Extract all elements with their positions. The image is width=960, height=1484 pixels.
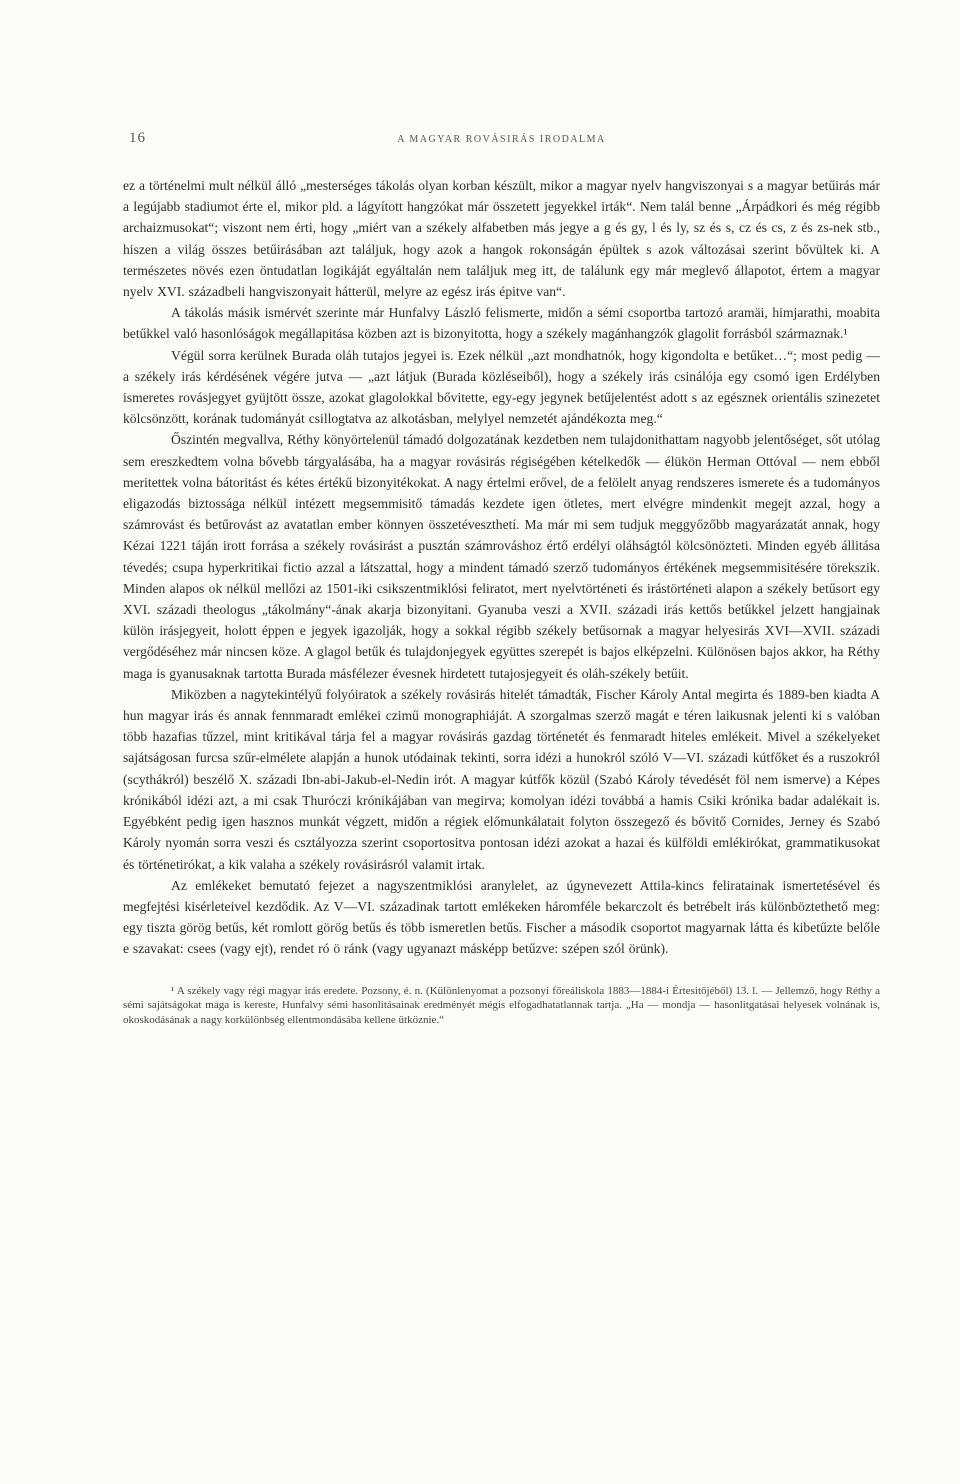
paragraph: Az emlékeket bemutató fejezet a nagyszentmiklósi aranylelet, az úgynevezett Attila-kincs feliratainak ismertetésével és megfejtési kisérleteivel kezdődik. Az V—VI. századinak tartott emlékeken háromféle bekarczolt és betrébelt irás különböztethető meg: egy tiszta görög betűs, két romlott görög betűs és több ismeretlen betűs. Fischer a második csoportot magyarnak látta és kibetűzte belőle e szavakat: csees (vagy ejt), rendet ró ö ránk (vagy ugyanazt másképp betűzve: szépen szól örünk). [123,877,880,957]
paragraph: Őszintén megvallva, Réthy könyörtelenül támadó dolgozatának kezdetben nem tulajdonithattam nagyobb jelentőséget, sőt utólag sem ereszkedtem volna bővebb tárgyalásába, ha a magyar rovásirás régiségében kételkedők — élükön Herman Ottóval — nem ebből meritettek volna bátoritást és kétes értékű bizonyitékokat. A nagy értelmi erővel, de a felölelt anyag rendszeres ismerete és a tudományos eligazodás biztossága nélkül intézett megsemmisitő támadás kezdete igen ötletes, mert elvégre mindenkit megejt azzal, hogy a számrovást és betűrovást az avatatlan ember könnyen összetéveszthetí. Ma már mi sem tudjuk meggyőzőbb magyarázatát annak, hogy Kézai 1221 táján irott forrása a székely rovásirást a pusztán számrováshoz értő erdélyi oláhságtól kölcsönözteti. Minden egyéb állitása tévedés; csupa hyperkritikai fictio azzal a látszattal, hogy a mindent támadó szerző tudományos értékének megsemmisitésére törekszik. Minden alapos ok nélkül mellőzi az 1501-iki csikszentmiklósi feliratot, mert nyelvtörténeti és irástörténeti alapon a székely betűsort egy XVI. századi theologus „tákolmány“-ának akarja bizonyitani. Gyanuba veszi a XVII. századi irás kettős betűkkel jelzett hangjainak külön irásjegyeit, holott éppen e jegyek igazolják, hogy a sokkal régibb székely betűsornak a magyar helyesirás XVI—XVII. századi vergődéséhez már nincsen köze. A glagol betűk és tulajdonjegyek együttes szerepét is bajos elképzelni. Különösen bajos akkor, ha Réthy maga is gyanusaknak tartotta Burada másfélezer évesnek hirdetett tutajosjegyeit és oláh-székely betűit. [123,432,880,681]
footnote: ¹ A székely vagy régi magyar irás eredete. Pozsony, é. n. (Különlenyomat a pozsonyi főreáliskola 1883—1884-i Értesitőjéből) 13. l. — Jellemző, hogy Réthy a sémi sajátságokat maga is kereste, Hunfalvy sémi hasonlitásainak eredményét mégis elfogadhatatlannak tartja. „Ha — mondja — hasonlitgatásai helyesek volnának is, okoskodásának a nagy korkülönbség ellentmondásába kellene ütköznie.“ [123,984,880,1026]
body-text [123,175,880,960]
paragraph: Végül sorra kerülnek Burada oláh tutajos jegyei is. Ezek nélkül „azt mondhatnók, hogy kigondolta e betűket…“; most pedig — a székely irás kérdésének végére jutva — „azt látjuk (Burada közléseiből), hogy a székely irás csinálója egy csomó igen Erdélyben ismeretes rovásjegyet gyüjtött össze, azokat glagolokkal bővitette, egy-egy jegynek betűjelentést adott s az egésznek orientális szinezetet kölcsönzött, korának tudományát csillogtatva az alkotásban, melylyel nemzetét ajándékozta meg.“ [123,347,880,427]
footnotes [123,984,880,1028]
running-head: A MAGYAR ROVÁSIRÁS IRODALMA [397,134,606,145]
paragraph: A tákolás másik ismérvét szerinte már Hunfalvy László felismerte, midőn a sémi csoportba tartozó aramäi, himjarathi, moabita betűkkel való hasonlóságok megállapitása közben azt is bizonyitotta, hogy a székely magánhangzók glagolit forrásból származnak.¹ [123,305,880,342]
page-number: 16 [129,130,146,146]
paragraph: ez a történelmi mult nélkül álló „mesterséges tákolás olyan korban készült, mikor a magyar nyelv hangviszonyai s a magyar betűirás már a legújabb stadiumot érte el, mikor pld. a lágyított hangzókat már összetett jegyekkel irták“. Nem talál benne „Árpádkori és még régibb archaizmusokat“; viszont nem érti, hogy „miért van a székely alfabetben más jegye a g és gy, l és ly, sz és s, cz és cs, z és zs-nek stb., hiszen a világ összes betűirásában azt találjuk, hogy azok a hangok rokonságán épültek s azok változásai szerint bővültek ki. A természetes növés ezen öntudatlan logikáját egyáltalán nem találjuk meg itt, de találunk egy már meglevő állapotot, értem a magyar nyelv XVI. századbeli hangviszonyait hátterül, melyre az egész irás épitve van“. [123,178,880,300]
book-page [123,125,880,1027]
paragraph: Miközben a nagytekintélyű folyóiratok a székely rovásirás hitelét támadták, Fischer Károly Antal megirta és 1889-ben kiadta A hun magyar irás és annak fennmaradt emlékei czimű monographiáját. A szorgalmas szerző magát e téren laikusnak jelenti ki s valóban több hazafias tűzzel, mint kritikával tárja fel a magyar rovásirás gazdag történetét és fenmaradt hiteles emlékeit. Mivel a székelyeket sajátságosan furcsa szűr-elmélete alapján a hunok utódainak tekinti, sorra idézi a hunokról szóló V—VI. századi kútfőket és a ruszokról (scythákról) beszélő X. századi Ibn-abi-Jakub-el-Nedin irót. A magyar kútfők közül (Szabó Károly tévedését föl nem ismerve) a Képes krónikából idézi azt, a mi csak Thuróczi krónikájában van megirva; komolyan idézi továbbá a hamis Csiki krónika badar adalékait is. Egyébként pedig igen hasznos munkát végzett, midőn a régiek előmunkálatait folyton összegező és bővitő Cornides, Jerney és Szabó Károly nyomán sorra veszi és csztályozza szerint csoportositva pontosan idézi azokat a hazai és külföldi emlékirókat, grammatikusokat és történetirókat, a kik valaha a székely rovásirásról valamit irtak. [123,686,880,872]
page-header [123,125,880,149]
